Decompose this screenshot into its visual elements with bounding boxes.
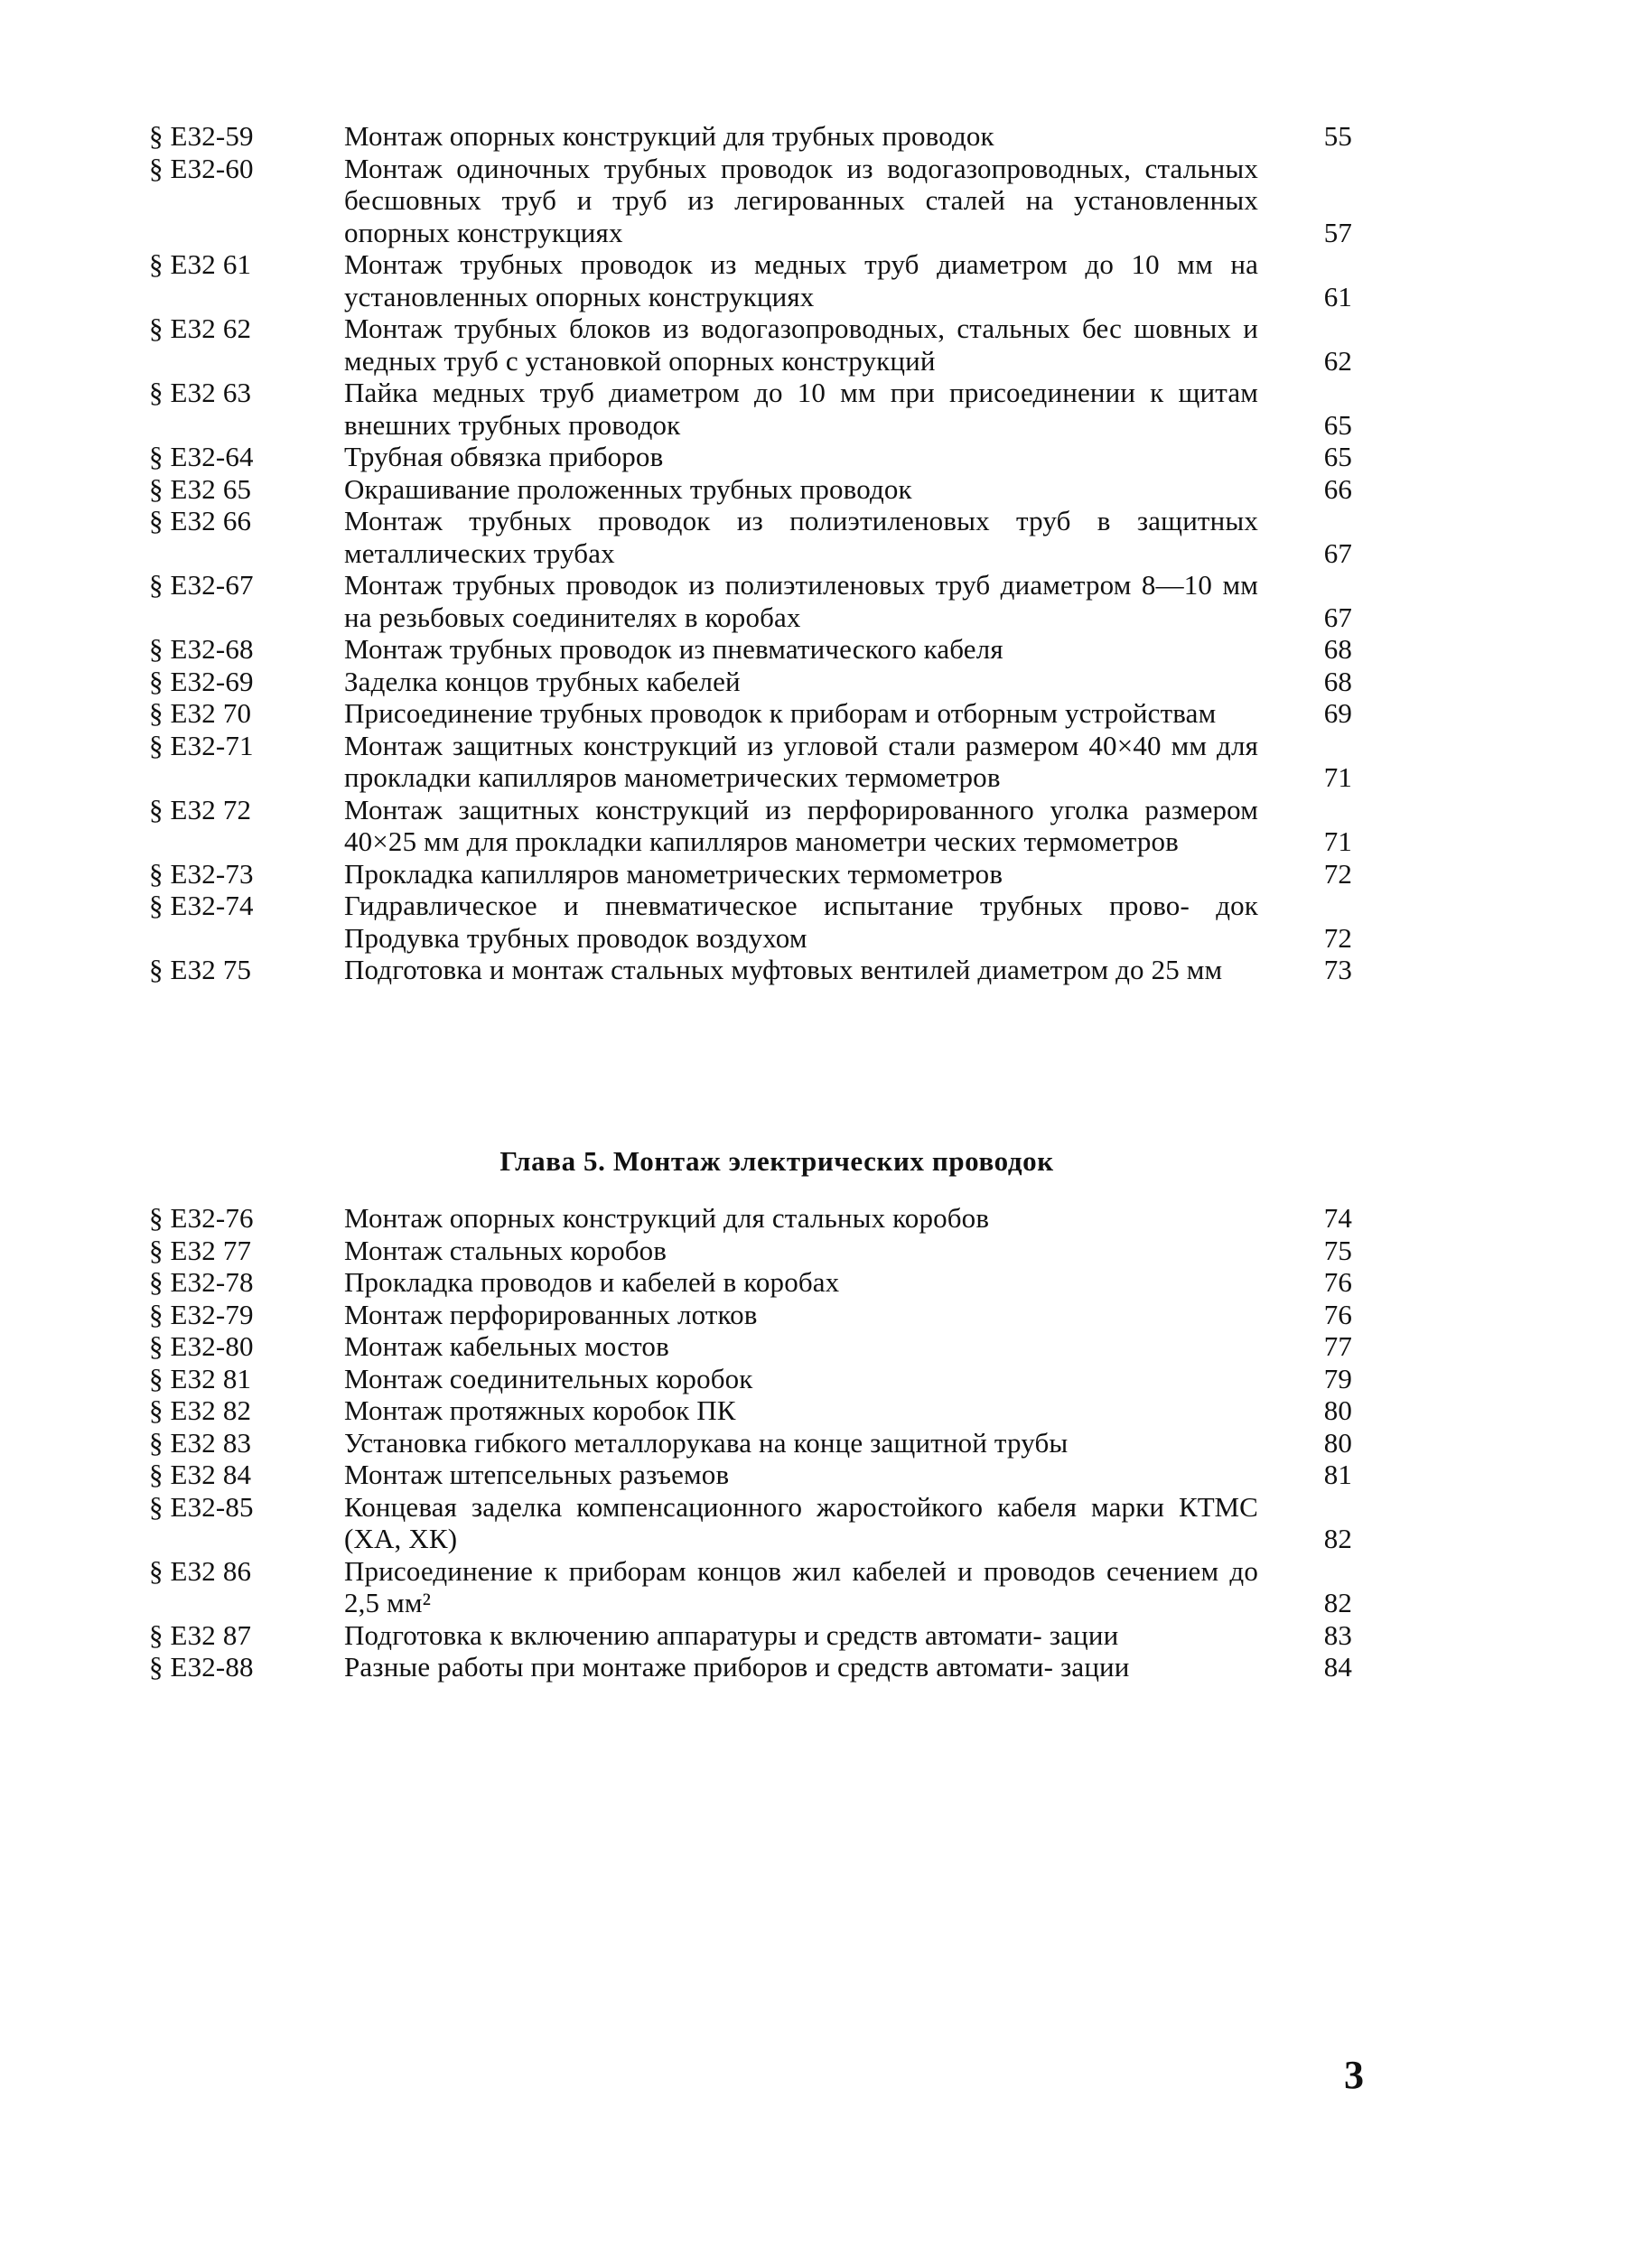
toc-entry [149,1299,1359,1331]
toc-entry-code: § Е32-60 [149,152,254,184]
toc-entry [149,794,1359,858]
toc-entry-title: Подготовка и монтаж стальных муфтовых вентилей диаметром до 25 мм [344,954,1223,985]
toc-entry-page: 82 [1323,1587,1352,1618]
toc-entry-code: § Е32-68 [149,633,254,665]
toc-entry-title: Прокладка проводов и кабелей в коробах [344,1266,840,1298]
toc-entry [149,697,1359,730]
toc-entry-code: § Е32 86 [149,1554,252,1587]
toc-entry-title: Гидравлическое и пневматическое испытание трубных прово- док Продувка трубных проводок воздухом [344,890,1258,954]
toc-entry-title: Монтаж трубных проводок из полиэтиленовых труб диаметром 8—10 мм на резьбовых соединителях в коробах [344,569,1258,633]
page-number: 3 [1344,2053,1364,2097]
toc-entry-page: 72 [1323,857,1352,890]
toc-entry [149,120,1359,153]
toc-entry-code: § Е32-59 [149,120,254,152]
toc-entry [149,248,1359,312]
toc-entry-code: § Е32 77 [149,1234,252,1266]
toc-entry-title: Монтаж стальных коробов [344,1234,667,1266]
toc-entry-title: Монтаж опорных конструкций для трубных проводок [344,120,994,152]
toc-entry-code: § Е32-67 [149,569,254,601]
toc-entry [149,1491,1359,1555]
toc-entry [149,666,1359,698]
toc-entry-page: 68 [1323,665,1352,697]
toc-entry-page: 73 [1323,954,1352,985]
toc-list-chapter-5 [149,1202,1359,1683]
toc-entry-title: Монтаж перфорированных лотков [344,1298,758,1330]
toc-entry [149,1651,1359,1683]
toc-entry [149,505,1359,569]
toc-entry-page: 55 [1323,120,1352,152]
toc-entry-page: 74 [1323,1202,1352,1234]
toc-entry-title: Монтаж трубных проводок из полиэтиленовых труб в защитных металлических трубах [344,505,1258,569]
toc-entry-title: Прокладка капилляров манометрических термометров [344,857,1003,890]
toc-entry [149,377,1359,441]
toc-entry-title: Монтаж одиночных трубных проводок из водогазопроводных, стальных бесшовных труб и труб из легированных сталей на установленных опорных конструкциях [344,152,1258,248]
toc-entry [149,1202,1359,1235]
toc-entry [149,1363,1359,1395]
toc-entry-page: 71 [1323,761,1352,793]
toc-entry-title: Заделка концов трубных кабелей [344,665,741,697]
toc-entry-title: Монтаж кабельных мостов [344,1330,669,1362]
toc-entry-page: 80 [1323,1426,1352,1459]
toc-entry-title: Монтаж опорных конструкций для стальных коробов [344,1202,990,1234]
toc-entry-page: 72 [1323,921,1352,954]
toc-entry-page: 61 [1323,280,1352,312]
toc-entry-page: 65 [1323,441,1352,472]
toc-entry-title: Присоединение к приборам концов жил кабелей и проводов сечением до 2,5 мм² [344,1554,1258,1618]
toc-entry [149,153,1359,249]
toc-entry [149,1266,1359,1299]
chapter-heading: Глава 5. Монтаж электрических проводок [499,1145,1054,1177]
toc-entry-page: 77 [1323,1330,1352,1362]
toc-entry-title: Концевая заделка компенсационного жаростойкого кабеля марки КТМС (ХА, ХК) [344,1490,1258,1554]
toc-entry-page: 79 [1323,1362,1352,1394]
toc-entry-code: § Е32 87 [149,1618,252,1651]
toc-entry-code: § Е32-76 [149,1202,254,1234]
toc-entry-page: 67 [1323,536,1352,569]
toc-entry-page: 68 [1323,633,1352,665]
toc-entry-code: § Е32-73 [149,857,254,890]
toc-entry-page: 67 [1323,601,1352,633]
toc-entry-code: § Е32-64 [149,441,254,472]
toc-entry-page: 76 [1323,1266,1352,1298]
toc-entry-page: 57 [1323,216,1352,248]
toc-entry-title: Монтаж защитных конструкций из перфорированного уголка размером 40×25 мм для прокладки капилляров манометри ческих термометров [344,793,1258,857]
toc-entry-page: 76 [1323,1298,1352,1330]
toc-entry [149,858,1359,890]
toc-entry-code: § Е32-88 [149,1651,254,1683]
toc-entry [149,1459,1359,1491]
toc-entry [149,569,1359,633]
toc-entry-code: § Е32-74 [149,890,254,921]
toc-entry-code: § Е32 72 [149,793,252,825]
toc-entry-title: Подготовка к включению аппаратуры и средств автомати- зации [344,1618,1119,1651]
toc-entry-code: § Е32 84 [149,1459,252,1490]
toc-entry [149,890,1359,954]
toc-entry [149,1427,1359,1459]
toc-entry-code: § Е32-80 [149,1330,254,1362]
toc-entry-title: Присоединение трубных проводок к приборам и отборным устройствам [344,697,1217,729]
toc-entry-page: 81 [1323,1459,1352,1490]
toc-entry-code: § Е32 62 [149,312,252,344]
toc-entry [149,1235,1359,1267]
toc-entry-page: 82 [1323,1523,1352,1554]
toc-entry-page: 69 [1323,697,1352,729]
toc-entry-code: § Е32-79 [149,1298,254,1330]
toc-entry [149,954,1359,986]
toc-entry-title: Монтаж трубных проводок из медных труб диаметром до 10 мм на установленных опорных конструкциях [344,248,1258,312]
toc-entry-page: 65 [1323,408,1352,441]
toc-entry-title: Разные работы при монтаже приборов и средств автомати- зации [344,1651,1130,1683]
toc-entry [149,473,1359,506]
toc-entry [149,1330,1359,1363]
toc-entry-code: § Е32 70 [149,697,252,729]
toc-entry-title: Монтаж штепсельных разъемов [344,1459,730,1490]
toc-entry [149,633,1359,666]
toc-entry-page: 75 [1323,1234,1352,1266]
toc-entry-page: 80 [1323,1394,1352,1426]
toc-entry-title: Монтаж соединительных коробок [344,1362,753,1394]
toc-entry-code: § Е32 81 [149,1362,252,1394]
toc-entry-title: Монтаж трубных проводок из пневматического кабеля [344,633,1003,665]
toc-entry-title: Установка гибкого металлорукава на конце защитной трубы [344,1426,1069,1459]
toc-entry-title: Монтаж протяжных коробок ПК [344,1394,736,1426]
toc-entry-code: § Е32-85 [149,1490,254,1523]
toc-entry-page: 71 [1323,825,1352,857]
toc-entry-page: 62 [1323,344,1352,377]
toc-entry [149,1619,1359,1652]
toc-entry-title: Трубная обвязка приборов [344,441,664,472]
toc-entry-title: Пайка медных труб диаметром до 10 мм при присоединении к щитам внешних трубных проводок [344,377,1258,441]
toc-list-chapter-4 [149,120,1359,986]
toc-entry-page: 66 [1323,472,1352,505]
toc-entry-code: § Е32 83 [149,1426,252,1459]
toc-entry-code: § Е32 63 [149,377,252,408]
toc-entry-page: 83 [1323,1618,1352,1651]
toc-entry-page: 84 [1323,1651,1352,1683]
toc-entry [149,1394,1359,1427]
toc-entry [149,1555,1359,1619]
toc-entry-title: Окрашивание проложенных трубных проводок [344,472,912,505]
toc-entry-code: § Е32 66 [149,505,252,536]
toc-entry [149,312,1359,377]
toc-entry [149,730,1359,794]
toc-entry-title: Монтаж трубных блоков из водогазопроводных, стальных бес шовных и медных труб с установкой опорных конструкций [344,312,1258,377]
toc-entry-code: § Е32-78 [149,1266,254,1298]
toc-entry-title: Монтаж защитных конструкций из угловой стали размером 40×40 мм для прокладки капилляров манометрических термометров [344,729,1258,793]
toc-entry [149,441,1359,473]
toc-entry-code: § Е32 82 [149,1394,252,1426]
toc-entry-code: § Е32 61 [149,248,252,280]
toc-entry-code: § Е32-71 [149,729,254,761]
toc-entry-code: § Е32 75 [149,954,252,985]
toc-entry-code: § Е32 65 [149,472,252,505]
toc-entry-code: § Е32-69 [149,665,254,697]
